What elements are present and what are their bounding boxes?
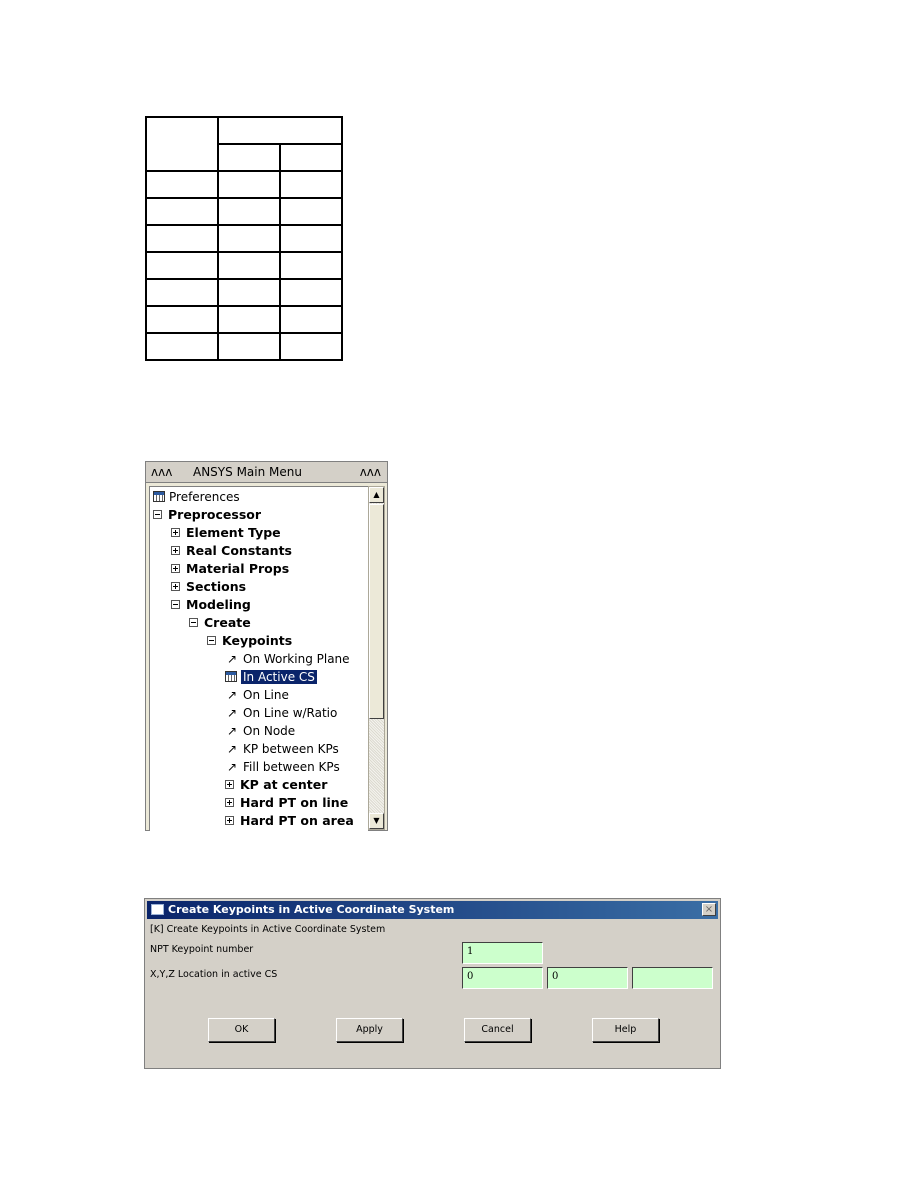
menu-item-label: Real Constants [186,543,292,558]
menu-item[interactable] [207,632,292,650]
menu-item[interactable] [189,614,251,632]
menu-item-label: Material Props [186,561,290,576]
cancel-button[interactable]: Cancel [464,1018,531,1042]
npt-label: NPT Keypoint number [150,944,254,955]
ok-button[interactable]: OK [208,1018,275,1042]
plus-box-icon [171,546,180,555]
close-icon[interactable]: × [702,903,716,916]
apply-button[interactable]: Apply [336,1018,403,1042]
scroll-up-icon[interactable]: ▲ [369,487,384,503]
menu-item[interactable] [171,524,281,542]
minus-box-icon [153,510,162,519]
menu-item[interactable] [225,686,289,704]
help-button[interactable]: Help [592,1018,659,1042]
menu-item[interactable] [225,650,350,668]
menu-item-label: KP between KPs [243,742,339,756]
menu-item[interactable] [153,488,240,506]
table-cell [146,117,218,171]
menu-item-label: Hard PT on line [240,795,349,810]
menu-item-label: Fill between KPs [243,760,340,774]
menu-item[interactable] [225,758,340,776]
table-row [146,252,342,279]
menu-item-label: On Line [243,688,289,702]
ansys-main-menu [145,461,388,831]
table-cell [218,144,280,171]
minus-box-icon [171,600,180,609]
table-row [146,225,342,252]
plus-box-icon [171,528,180,537]
menu-item[interactable] [225,722,295,740]
table-row [146,198,342,225]
grid-icon [153,491,165,502]
table-cell [218,117,342,144]
pick-arrow-icon: ↗ [226,652,238,666]
dialog-titlebar[interactable] [147,901,718,919]
keypoint-number-field[interactable]: 1 [462,942,543,964]
table-row [146,279,342,306]
menu-title: ANSYS Main Menu [193,465,302,479]
menu-item[interactable] [225,704,337,722]
menu-item[interactable] [225,776,327,794]
minus-box-icon [189,618,198,627]
collapse-carets-icon[interactable]: ʌʌʌ [151,465,173,479]
menu-item-label: Sections [186,579,247,594]
plus-box-icon [225,780,234,789]
menu-item-label: Preprocessor [168,507,262,522]
menu-item[interactable] [225,740,339,758]
scrollbar-thumb[interactable] [369,504,384,719]
menu-item-label: Preferences [169,490,240,504]
menu-item[interactable] [225,668,317,686]
menu-item-label: Element Type [186,525,281,540]
plus-box-icon [171,582,180,591]
menu-item-label: Keypoints [222,633,293,648]
menu-item[interactable] [225,794,348,812]
menu-item-label: Create [204,615,251,630]
plus-box-icon [225,798,234,807]
menu-item-label: On Line w/Ratio [243,706,338,720]
menu-item-label: In Active CS [243,670,315,684]
table-row [146,171,342,198]
empty-table [145,116,343,361]
z-location-field[interactable] [632,967,713,989]
pick-arrow-icon: ↗ [226,742,238,756]
menu-header[interactable] [146,462,387,483]
table-row [146,306,342,333]
collapse-carets-icon[interactable]: ʌʌʌ [359,465,381,479]
menu-item-label: Modeling [186,597,251,612]
minus-box-icon [207,636,216,645]
table-row [146,333,342,360]
plus-box-icon [171,564,180,573]
command-line: [K] Create Keypoints in Active Coordinate System [150,924,386,935]
pick-arrow-icon: ↗ [226,760,238,774]
menu-tree [149,486,368,831]
pick-arrow-icon: ↗ [226,706,238,720]
pick-arrow-icon: ↗ [226,724,238,738]
window-icon [151,904,164,915]
menu-item[interactable] [225,812,354,830]
pick-arrow-icon: ↗ [226,688,238,702]
scrollbar[interactable] [368,486,385,830]
dialog-title: Create Keypoints in Active Coordinate System [168,903,455,916]
table-cell [280,144,342,171]
menu-item[interactable] [171,560,289,578]
menu-item[interactable] [171,578,246,596]
menu-item-label: KP at center [240,777,328,792]
x-location-field[interactable]: 0 [462,967,543,989]
menu-item-label: On Node [243,724,296,738]
scroll-down-icon[interactable]: ▼ [369,813,384,829]
menu-item-label: On Working Plane [243,652,350,666]
menu-item[interactable] [171,542,292,560]
xyz-label: X,Y,Z Location in active CS [150,969,278,980]
plus-box-icon [225,816,234,825]
y-location-field[interactable]: 0 [547,967,628,989]
menu-item-label: Hard PT on area [240,813,354,828]
menu-item[interactable] [153,506,261,524]
grid-icon [225,671,237,682]
menu-item[interactable] [171,596,251,614]
